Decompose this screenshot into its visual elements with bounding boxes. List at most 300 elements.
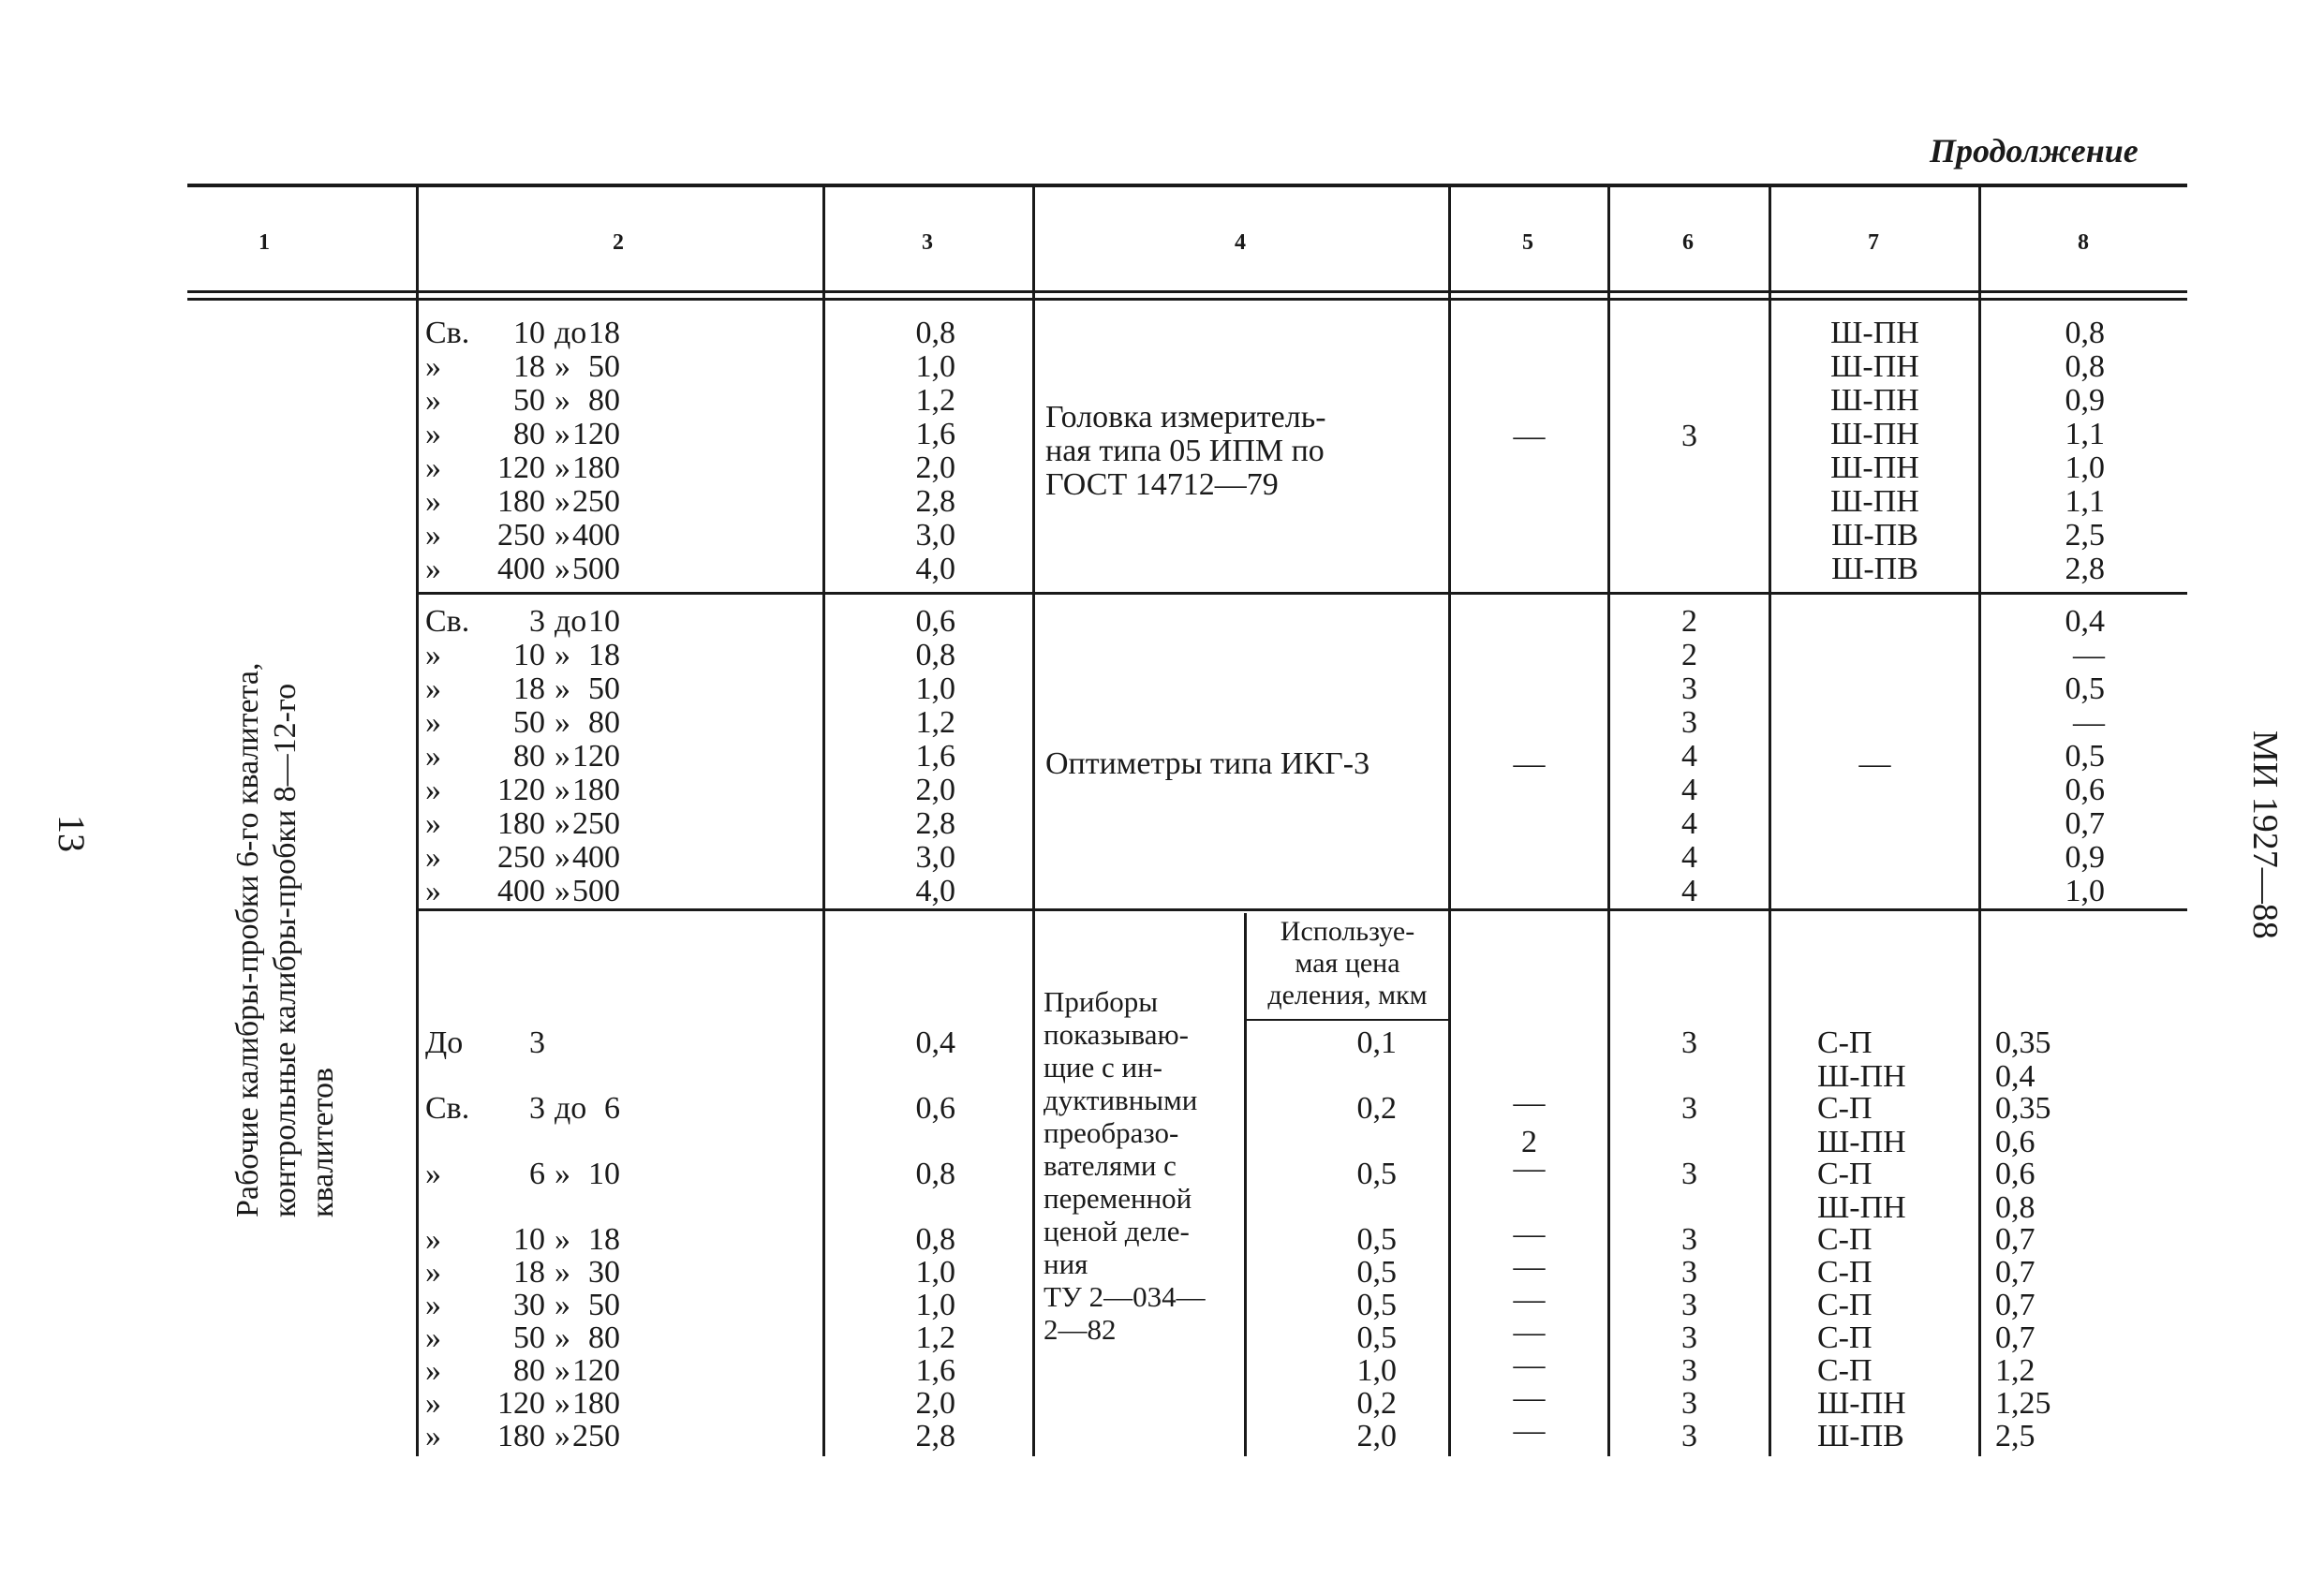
group3-row-0-size-row-from: 3 (529, 1025, 545, 1060)
header-col-8: 8 (2078, 230, 2089, 255)
group3-row-5-size-row-prefix: » (425, 1288, 441, 1322)
group3-row-1-mark-1: Ш-ПН (1817, 1125, 1906, 1159)
group2-size-row-0-sep: до (555, 604, 587, 639)
group3-row-9-division: 2,0 (1356, 1419, 1397, 1453)
group3-row-6-size-row-prefix: » (425, 1320, 441, 1355)
group3-row-5-size-row-sep: » (555, 1288, 570, 1322)
group2-size-row-8-prefix: » (425, 874, 441, 908)
group3-row-3-size-row (423, 1223, 817, 1257)
group2-tolerance-1: 0,8 (915, 638, 955, 672)
group3-row-8-size-row-from: 120 (497, 1386, 545, 1421)
group3-row-1-mark-0: С-П (1817, 1091, 1873, 1126)
group2-sizes (423, 605, 817, 908)
col-divider-3 (1032, 187, 1035, 1456)
group2-size-row-3 (423, 706, 817, 740)
group1-size-row-6-to: 400 (572, 518, 620, 553)
group1-sizes (423, 317, 817, 586)
group3-row-2-marks (1817, 1158, 1967, 1225)
group2-size-row-7-sep: » (555, 840, 570, 875)
group1-tolerance-7: 4,0 (915, 552, 955, 586)
group3-row-4-division: 0,5 (1356, 1255, 1397, 1290)
group1-size-row-0 (423, 317, 817, 350)
group3-row-9-col5: — (1513, 1413, 1546, 1448)
group3-row-1-values (1995, 1092, 2108, 1159)
group1-size-row-6-from: 250 (497, 518, 545, 553)
group3-row-3-size-row-from: 10 (513, 1222, 545, 1257)
group1-mark-7: Ш-ПВ (1831, 552, 1918, 586)
group3-row-6-size (423, 1321, 817, 1355)
group2-size-row-7-prefix: » (425, 840, 441, 875)
group3-row-7-size-row-to: 120 (572, 1353, 620, 1388)
group1-size-row-3-to: 120 (572, 417, 620, 451)
group3-row-1-value-0: 0,35 (1995, 1091, 2051, 1126)
group2-col5: — (1513, 746, 1546, 781)
group3-row-1-tolerance: 0,6 (915, 1091, 955, 1126)
group3-row-2-size-row-sep: » (555, 1157, 570, 1191)
group3-row-4-col6: 3 (1681, 1255, 1697, 1290)
group3-row-9-tolerance: 2,8 (915, 1419, 955, 1453)
group3-row-7-size-row-prefix: » (425, 1353, 441, 1388)
group2-count-0: 2 (1681, 604, 1697, 639)
group1-tolerance-6: 3,0 (915, 518, 955, 553)
group2-value-2: 0,5 (2065, 671, 2105, 706)
group3-row-4-tolerance: 1,0 (915, 1255, 955, 1290)
group2-value-7: 0,9 (2065, 840, 2105, 875)
group1-mark-2: Ш-ПН (1830, 383, 1919, 418)
group2-size-row-0-from: 3 (529, 604, 545, 639)
group2-count-8: 4 (1681, 874, 1697, 908)
group1-value-0: 0,8 (2065, 316, 2105, 350)
group1-size-row-7-from: 400 (497, 552, 545, 586)
group2-size-row-4-from: 80 (513, 739, 545, 774)
group2-size-row-1-prefix: » (425, 638, 441, 672)
group2-size-row-5 (423, 774, 817, 807)
group3-row-2-mark-1: Ш-ПН (1817, 1190, 1906, 1225)
group3-row-0-size-row-prefix: До (425, 1025, 464, 1060)
group1-value-7: 2,8 (2065, 552, 2105, 586)
group3-device-line-4: преобразо- (1044, 1116, 1179, 1149)
group3-row-6-col5: — (1513, 1315, 1546, 1350)
group1-size-row-5-prefix: » (425, 484, 441, 519)
group1-size-row-2-prefix: » (425, 383, 441, 418)
header-col-5: 5 (1522, 230, 1533, 255)
group3-row-1-size (423, 1092, 817, 1126)
group3-device-line-6: переменной (1044, 1182, 1192, 1215)
group3-device-line-9: ТУ 2—034— (1044, 1280, 1206, 1313)
group1-size-row-7-sep: » (555, 552, 570, 586)
group3-row-0-col6: 3 (1681, 1025, 1697, 1060)
group1-value-3: 1,1 (2065, 417, 2105, 451)
group3-row-1-marks (1817, 1092, 1967, 1159)
group2-size-row-8-from: 400 (497, 874, 545, 908)
group1-size-row-0-from: 10 (513, 316, 545, 350)
group2-size-row-8-to: 500 (572, 874, 620, 908)
group2-size-row-6-prefix: » (425, 806, 441, 841)
group3-device-line-3: дуктивными (1044, 1084, 1198, 1116)
group3-row-2-tolerance: 0,8 (915, 1157, 955, 1191)
group2-size-row-7 (423, 841, 817, 875)
group3-row-3-division: 0,5 (1356, 1222, 1397, 1257)
group1-value-6: 2,5 (2065, 518, 2105, 553)
header-rule-2 (187, 298, 2187, 301)
group3-row-2-value-1: 0,8 (1995, 1190, 2035, 1225)
group3-row-9-size-row-from: 180 (497, 1419, 545, 1453)
group3-row-3-value-0: 0,7 (1995, 1222, 2035, 1257)
group3-row-2-size-row-to: 10 (588, 1157, 620, 1191)
group2-size-row-0-prefix: Св. (425, 604, 470, 639)
group1-col5: — (1513, 419, 1546, 453)
group3-row-0-marks (1817, 1026, 1967, 1094)
group3-row-8-size-row-to: 180 (572, 1386, 620, 1421)
group3-row-7-size-row-from: 80 (513, 1353, 545, 1388)
group3-row-6-division: 0,5 (1356, 1320, 1397, 1355)
group3-row-6-size-row-to: 80 (588, 1320, 620, 1355)
group3-row-5-mark-0: С-П (1817, 1288, 1873, 1322)
header-col-2: 2 (613, 230, 624, 255)
group1-size-row-1 (423, 350, 817, 384)
group2-tolerance-7: 3,0 (915, 840, 955, 875)
group3-row-7-size-row-sep: » (555, 1353, 570, 1388)
group2-size-row-2-sep: » (555, 671, 570, 706)
group3-row-5-values (1995, 1289, 2108, 1322)
group2-size-row-5-from: 120 (497, 773, 545, 807)
group1-size-row-1-prefix: » (425, 349, 441, 384)
group-rule-2 (419, 908, 2187, 911)
group3-row-0-value-0: 0,35 (1995, 1025, 2051, 1060)
group2-size-row-0-to: 10 (588, 604, 620, 639)
group3-row-1-division: 0,2 (1356, 1091, 1397, 1126)
group3-row-0-values (1995, 1026, 2108, 1094)
group1-device-line-3: ГОСТ 14712—79 (1045, 467, 1279, 502)
group3-row-4-size-row-sep: » (555, 1255, 570, 1290)
group3-row-9-size-row-sep: » (555, 1419, 570, 1453)
group2-count-3: 3 (1681, 705, 1697, 740)
group2-size-row-7-from: 250 (497, 840, 545, 875)
group1-tolerance-5: 2,8 (915, 484, 955, 519)
group3-row-4-marks (1817, 1256, 1967, 1290)
group2-size-row-1-sep: » (555, 638, 570, 672)
group1-mark-5: Ш-ПН (1830, 484, 1919, 519)
group1-size-row-2 (423, 384, 817, 418)
group2-col7: — (1858, 746, 1891, 781)
group3-row-3-values (1995, 1223, 2108, 1257)
group1-size-row-3 (423, 418, 817, 451)
group3-row-5-size-row-to: 50 (588, 1288, 620, 1322)
group3-row-6-values (1995, 1321, 2108, 1355)
table-top-rule (187, 184, 2187, 187)
group3-row-1-value-1: 0,6 (1995, 1125, 2035, 1159)
group3-row-9-size-row-to: 250 (572, 1419, 620, 1453)
group2-value-6: 0,7 (2065, 806, 2105, 841)
group1-size-row-7 (423, 553, 817, 586)
group1-size-row-5 (423, 485, 817, 519)
group2-count-1: 2 (1681, 638, 1697, 672)
group3-row-0-tolerance: 0,4 (915, 1025, 955, 1060)
group3-row-2-col6: 3 (1681, 1157, 1697, 1191)
group3-row-8-value-0: 1,25 (1995, 1386, 2051, 1421)
group2-size-row-6-from: 180 (497, 806, 545, 841)
group3-row-1-size-row-sep: до (555, 1091, 587, 1126)
group3-row-1-col5: — (1513, 1085, 1546, 1120)
group1-size-row-1-from: 18 (513, 349, 545, 384)
group3-row-2-size-row (423, 1158, 817, 1191)
group2-size-row-3-from: 50 (513, 705, 545, 740)
group3-row-5-division: 0,5 (1356, 1288, 1397, 1322)
group3-row-8-division: 0,2 (1356, 1386, 1397, 1421)
group3-row-0-division: 0,1 (1356, 1025, 1397, 1060)
group1-col7 (1771, 317, 1978, 586)
group2-size-row-5-to: 180 (572, 773, 620, 807)
group1-value-1: 0,8 (2065, 349, 2105, 384)
group3-row-2-size-row-from: 6 (529, 1157, 545, 1191)
header-col-4: 4 (1235, 230, 1246, 255)
group2-value-4: 0,5 (2065, 739, 2105, 774)
group1-size-row-7-to: 500 (572, 552, 620, 586)
group1-col6: 3 (1681, 419, 1697, 453)
group1-tolerance-1: 1,0 (915, 349, 955, 384)
group1-size-row-5-to: 250 (572, 484, 620, 519)
group3-row-9-size-row (423, 1420, 817, 1453)
group3-row-2-value-0: 0,6 (1995, 1157, 2035, 1191)
group2-tolerance-2: 1,0 (915, 671, 955, 706)
group3-row-7-tolerance: 1,6 (915, 1353, 955, 1388)
group3-row-5-size (423, 1289, 817, 1322)
group3-row-8-tolerance: 2,0 (915, 1386, 955, 1421)
group2-size-row-6-sep: » (555, 806, 570, 841)
group2-tolerance-0: 0,6 (915, 604, 955, 639)
group2-col8 (1981, 605, 2105, 908)
group1-size-row-4-sep: » (555, 450, 570, 485)
group3-row-7-division: 1,0 (1356, 1353, 1397, 1388)
group1-size-row-5-from: 180 (497, 484, 545, 519)
group1-size-row-6-sep: » (555, 518, 570, 553)
group2-count-5: 4 (1681, 773, 1697, 807)
group3-row-8-marks (1817, 1387, 1967, 1421)
group3-subheader-line-3: деления, мкм (1267, 980, 1428, 1010)
group1-size-row-3-from: 80 (513, 417, 545, 451)
group1-value-5: 1,1 (2065, 484, 2105, 519)
group3-row-5-col6: 3 (1681, 1288, 1697, 1322)
group3-row-2-col5: — (1513, 1151, 1546, 1186)
group2-size-row-5-prefix: » (425, 773, 441, 807)
group3-col5-note: 2 (1521, 1125, 1537, 1159)
group1-size-row-3-prefix: » (425, 417, 441, 451)
group3-row-6-marks (1817, 1321, 1967, 1355)
group2-count-2: 3 (1681, 671, 1697, 706)
group3-row-4-size (423, 1256, 817, 1290)
group2-tolerance-5: 2,0 (915, 773, 955, 807)
group3-row-4-values (1995, 1256, 2108, 1290)
group1-mark-3: Ш-ПН (1830, 417, 1919, 451)
group2-col3 (824, 605, 955, 908)
document-code: МИ 1927—88 (2245, 730, 2285, 939)
group3-row-6-value-0: 0,7 (1995, 1320, 2035, 1355)
group2-size-row-4-prefix: » (425, 739, 441, 774)
group1-device-line-1: Головка измеритель- (1045, 400, 1326, 435)
group3-row-7-mark-0: С-П (1817, 1353, 1873, 1388)
group3-row-6-tolerance: 1,2 (915, 1320, 955, 1355)
group1-size-row-2-from: 50 (513, 383, 545, 418)
page-number: 13 (51, 815, 93, 852)
group2-size-row-6-to: 250 (572, 806, 620, 841)
group1-device-line-2: ная типа 05 ИПМ по (1045, 434, 1325, 468)
group3-subheader-line-1: Используе- (1280, 916, 1415, 947)
group2-size-row-1-to: 18 (588, 638, 620, 672)
group3-row-8-size-row-prefix: » (425, 1386, 441, 1421)
group3-row-3-size (423, 1223, 817, 1257)
group1-tolerance-4: 2,0 (915, 450, 955, 485)
group3-row-0-mark-0: С-П (1817, 1025, 1873, 1060)
group2-tolerance-8: 4,0 (915, 874, 955, 908)
group1-size-row-4 (423, 451, 817, 485)
group2-size-row-7-to: 400 (572, 840, 620, 875)
group3-row-2-size-row-prefix: » (425, 1157, 441, 1191)
group3-row-3-col6: 3 (1681, 1222, 1697, 1257)
group2-size-row-1 (423, 639, 817, 672)
group3-subheader-line-2: мая цена (1295, 948, 1400, 979)
group3-row-6-size-row (423, 1321, 817, 1355)
group1-tolerance-2: 1,2 (915, 383, 955, 418)
group3-row-8-col5: — (1513, 1380, 1546, 1415)
group3-device-line-7: ценой деле- (1044, 1215, 1190, 1247)
group3-device-line-0: Приборы (1044, 985, 1159, 1018)
group3-row-2-division: 0,5 (1356, 1157, 1397, 1191)
group3-row-5-size-row (423, 1289, 817, 1322)
group2-size-row-3-prefix: » (425, 705, 441, 740)
group3-row-8-size (423, 1387, 817, 1421)
group3-row-7-size-row (423, 1354, 817, 1388)
group3-row-1-size-row-from: 3 (529, 1091, 545, 1126)
group2-size-row-2-prefix: » (425, 671, 441, 706)
group2-value-5: 0,6 (2065, 773, 2105, 807)
group3-row-4-size-row-prefix: » (425, 1255, 441, 1290)
group3-row-3-mark-0: С-П (1817, 1222, 1873, 1257)
group3-row-4-size-row (423, 1256, 817, 1290)
group3-row-0-size (423, 1026, 817, 1060)
group2-size-row-2-from: 18 (513, 671, 545, 706)
group2-size-row-0 (423, 605, 817, 639)
group1-value-2: 0,9 (2065, 383, 2105, 418)
group3-row-4-col5: — (1513, 1249, 1546, 1284)
group1-size-row-2-to: 80 (588, 383, 620, 418)
group1-size-row-4-prefix: » (425, 450, 441, 485)
group1-col3 (824, 317, 955, 586)
group1-device (1045, 401, 1439, 502)
header-col-6: 6 (1682, 230, 1694, 255)
group1-tolerance-0: 0,8 (915, 316, 955, 350)
group3-row-4-mark-0: С-П (1817, 1255, 1873, 1290)
group2-device: Оптиметры типа ИКГ-3 (1045, 746, 1370, 781)
group1-tolerance-3: 1,6 (915, 417, 955, 451)
group3-row-5-value-0: 0,7 (1995, 1288, 2035, 1322)
group3-device-line-1: показываю- (1044, 1018, 1189, 1051)
group3-row-1-size-row-prefix: Св. (425, 1091, 470, 1126)
group3-row-5-marks (1817, 1289, 1967, 1322)
group2-size-row-4 (423, 740, 817, 774)
group3-row-5-size-row-from: 30 (513, 1288, 545, 1322)
group3-device-line-5: вателями с (1044, 1149, 1177, 1182)
group2-tolerance-3: 1,2 (915, 705, 955, 740)
group3-row-0-value-1: 0,4 (1995, 1059, 2035, 1094)
group2-size-row-5-sep: » (555, 773, 570, 807)
group3-row-0-mark-1: Ш-ПН (1817, 1059, 1906, 1094)
group3-row-8-col6: 3 (1681, 1386, 1697, 1421)
group2-size-row-1-from: 10 (513, 638, 545, 672)
group2-size-row-8-sep: » (555, 874, 570, 908)
group3-row-3-marks (1817, 1223, 1967, 1257)
group1-col8 (1981, 317, 2105, 586)
header-rule-1 (187, 290, 2187, 293)
group3-row-5-col5: — (1513, 1282, 1546, 1317)
group3-row-7-values (1995, 1354, 2108, 1388)
group2-size-row-6 (423, 807, 817, 841)
group3-row-8-mark-0: Ш-ПН (1817, 1386, 1906, 1421)
group3-row-9-marks (1817, 1420, 1967, 1453)
group3-row-2-mark-0: С-П (1817, 1157, 1873, 1191)
group3-row-7-size (423, 1354, 817, 1388)
group3-row-4-size-row-to: 30 (588, 1255, 620, 1290)
group2-count-7: 4 (1681, 840, 1697, 875)
group3-row-8-size-row-sep: » (555, 1386, 570, 1421)
group3-row-5-tolerance: 1,0 (915, 1288, 955, 1322)
group3-row-8-size-row (423, 1387, 817, 1421)
group3-row-9-size (423, 1420, 817, 1453)
group3-row-6-mark-0: С-П (1817, 1320, 1873, 1355)
group3-row-6-size-row-from: 50 (513, 1320, 545, 1355)
group3-subheader (1247, 916, 1448, 1011)
group3-row-1-size-row-to: 6 (604, 1091, 620, 1126)
col1-label (229, 506, 342, 1217)
group3-row-3-size-row-prefix: » (425, 1222, 441, 1257)
group1-size-row-7-prefix: » (425, 552, 441, 586)
group1-mark-4: Ш-ПН (1830, 450, 1919, 485)
group3-row-7-marks (1817, 1354, 1967, 1388)
group3-device-line-8: ния (1044, 1247, 1088, 1280)
group1-size-row-0-sep: до (555, 316, 587, 350)
group2-size-row-4-sep: » (555, 739, 570, 774)
group3-row-0-size-row (423, 1026, 817, 1060)
group2-size-row-4-to: 120 (572, 739, 620, 774)
group1-mark-0: Ш-ПН (1830, 316, 1919, 350)
group3-row-9-mark-0: Ш-ПВ (1817, 1419, 1904, 1453)
group3-row-2-values (1995, 1158, 2108, 1225)
group2-size-row-2-to: 50 (588, 671, 620, 706)
group3-row-9-values (1995, 1420, 2108, 1453)
group3-row-1-col6: 3 (1681, 1091, 1697, 1126)
group3-row-3-tolerance: 0,8 (915, 1222, 955, 1257)
group3-row-4-size-row-from: 18 (513, 1255, 545, 1290)
header-col-7: 7 (1868, 230, 1879, 255)
group2-value-8: 1,0 (2065, 874, 2105, 908)
group2-count-6: 4 (1681, 806, 1697, 841)
header-col-3: 3 (922, 230, 933, 255)
group1-size-row-1-sep: » (555, 349, 570, 384)
group3-row-9-size-row-prefix: » (425, 1419, 441, 1453)
group1-size-row-4-to: 180 (572, 450, 620, 485)
group3-device-line-10: 2—82 (1044, 1313, 1117, 1346)
group3-row-6-size-row-sep: » (555, 1320, 570, 1355)
group3-row-2-size (423, 1158, 817, 1191)
group1-size-row-4-from: 120 (497, 450, 545, 485)
group1-value-4: 1,0 (2065, 450, 2105, 485)
group1-size-row-2-sep: » (555, 383, 570, 418)
continuation-label: Продолжение (1930, 132, 2139, 170)
group2-size-row-2 (423, 672, 817, 706)
group2-size-row-3-sep: » (555, 705, 570, 740)
group3-row-3-size-row-to: 18 (588, 1222, 620, 1257)
group1-size-row-0-prefix: Св. (425, 316, 470, 350)
group3-row-7-col6: 3 (1681, 1353, 1697, 1388)
